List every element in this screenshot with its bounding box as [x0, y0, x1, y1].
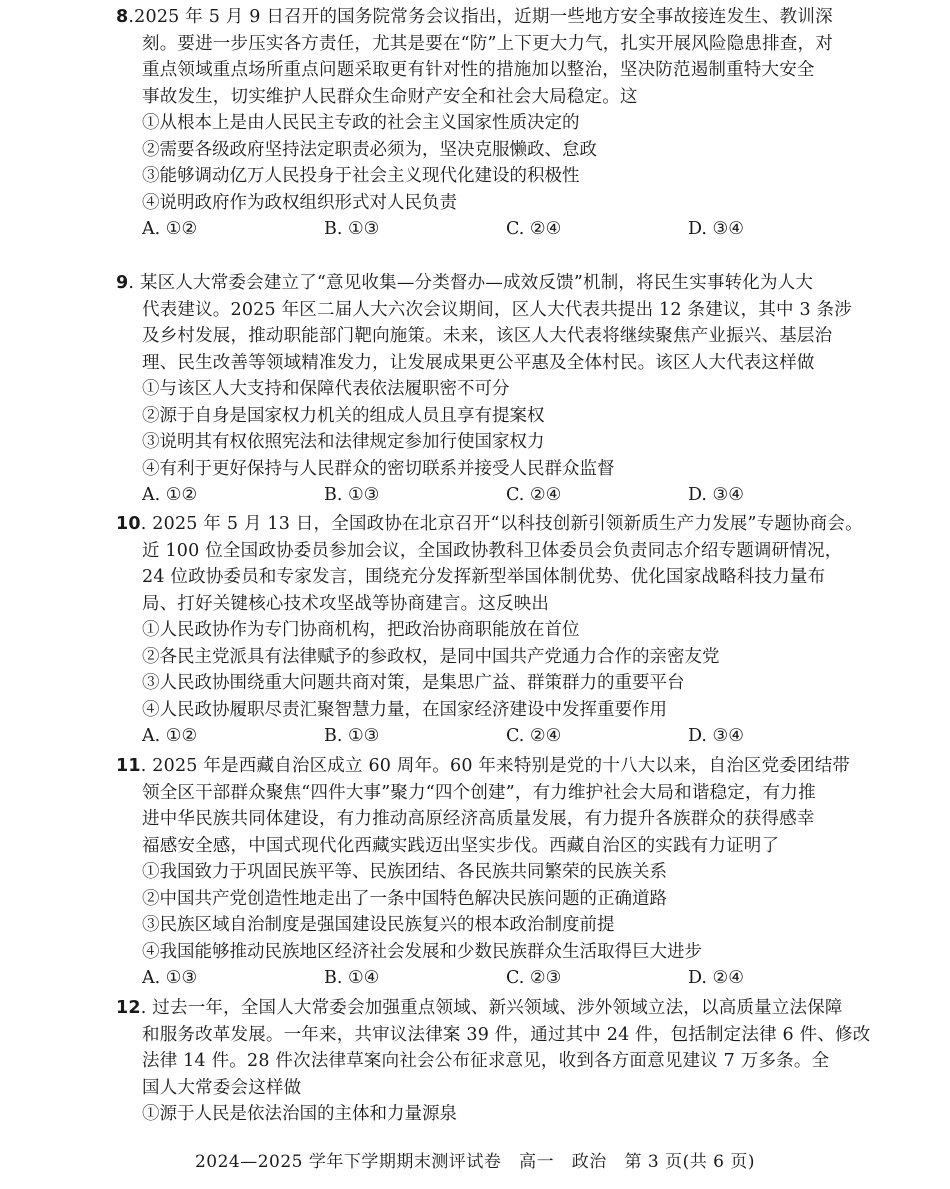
question-number: 11: [116, 756, 141, 776]
question-line: 近 100 位全国政协委员参加会议，全国政协教科卫体委员会负责同志介绍专题调研情况，: [142, 540, 843, 561]
option-d: D. ②④: [688, 968, 744, 988]
statement-item: ④人民政协履职尽责汇聚智慧力量，在国家经济建设中发挥重要作用: [142, 699, 667, 720]
statement-item: ③能够调动亿万人民投身于社会主义现代化建设的积极性: [142, 166, 580, 186]
option-b: B. ①③: [324, 485, 380, 505]
question-line: 进中华民族共同体建设，有力推动高原经济高质量发展，有力提升各族群众的获得感幸: [142, 809, 815, 829]
statement-item: ①人民政协作为专门协商机构，把政治协商职能放在首位: [142, 620, 580, 640]
question-line: 9. 某区人大常委会建立了“意见收集—分类督办—成效反馈”机制，将民生实事转化为人大: [116, 273, 814, 293]
question-9: [116, 270, 886, 509]
question-line: 国人大常委会这样做: [142, 1077, 302, 1098]
statement-item: ②各民主党派具有法律赋予的参政权，是同中国共产党通力合作的亲密友党: [142, 646, 720, 667]
question-line: 11. 2025 年是西藏自治区成立 60 周年。60 年来特别是党的十八大以来，自治区党委团结带: [116, 756, 851, 776]
question-line: 和服务改革发展。一年来，共审议法律案 39 件，通过其中 24 件，包括制定法律 6 件、修改: [142, 1024, 871, 1045]
option-d: D. ③④: [688, 726, 744, 746]
statement-item: ④有利于更好保持与人民群众的密切联系并接受人民群众监督: [142, 458, 615, 479]
question-line: 8.2025 年 5 月 9 日召开的国务院常务会议指出，近期一些地方安全事故接连发生、教训深: [116, 7, 833, 27]
question-line: 福感安全感，中国式现代化西藏实践迈出坚实步伐。西藏自治区的实践有力证明了: [142, 835, 780, 856]
option-d: D. ③④: [688, 219, 744, 239]
statement-item: ①源于人民是依法治国的主体和力量源泉: [142, 1104, 457, 1124]
question-line: 代表建议。2025 年区二届人大六次会议期间，区人大代表共提出 12 条建议，其中 3 条涉: [142, 299, 852, 320]
option-c: C. ②③: [506, 968, 562, 988]
question-line: 重点领域重点场所重点问题采取更有针对性的措施加以整治，坚决防范遏制重特大安全: [142, 60, 815, 80]
answer-options: [116, 482, 886, 509]
question-11: [116, 753, 886, 992]
statement-item: ③人民政协围绕重大问题共商对策，是集思广益、群策群力的重要平台: [142, 673, 685, 693]
option-a: A. ①②: [142, 726, 198, 746]
option-c: C. ②④: [506, 485, 562, 505]
option-b: B. ①③: [324, 219, 380, 239]
option-c: C. ②④: [506, 219, 562, 239]
question-10: [116, 511, 886, 750]
question-8: [116, 4, 886, 243]
question-line: 领全区干部群众聚焦“四件大事”聚力“四个创建”，有力维护社会大局和谐稳定，有力推: [142, 782, 816, 803]
answer-options: [116, 216, 886, 243]
answer-options: [116, 723, 886, 750]
option-d: D. ③④: [688, 485, 744, 505]
statement-item: ②源于自身是国家权力机关的组成人员且享有提案权: [142, 405, 545, 426]
option-c: C. ②④: [506, 726, 562, 746]
question-line: 10. 2025 年 5 月 13 日，全国政协在北京召开“以科技创新引领新质生产力发展”专题协商会。: [116, 514, 863, 534]
option-a: A. ①②: [142, 485, 198, 505]
question-line: 理、民生改善等领域精准发力，让发展成果更公平惠及全体村民。该区人大代表这样做: [142, 352, 815, 373]
statement-item: ③说明其有权依照宪法和法律规定参加行使国家权力: [142, 432, 545, 452]
question-line: 局、打好关键核心技术攻坚战等协商建言。这反映出: [142, 593, 550, 614]
option-a: A. ①②: [142, 219, 198, 239]
statement-item: ④我国能够推动民族地区经济社会发展和少数民族群众生活取得巨大进步: [142, 941, 702, 962]
option-b: B. ①③: [324, 726, 380, 746]
question-number: 9: [116, 273, 129, 293]
option-b: B. ①④: [324, 968, 380, 988]
statement-item: ②中国共产党创造性地走出了一条中国特色解决民族问题的正确道路: [142, 888, 667, 909]
statement-item: ②需要各级政府坚持法定职责必须为，坚决克服懒政、怠政: [142, 139, 597, 160]
answer-options: [116, 965, 886, 992]
statement-item: ①从根本上是由人民民主专政的社会主义国家性质决定的: [142, 113, 580, 133]
statement-item: ③民族区域自治制度是强国建设民族复兴的根本政治制度前提: [142, 915, 615, 935]
question-number: 12: [116, 998, 141, 1018]
question-number: 8: [116, 7, 129, 27]
question-line: 及乡村发展，推动职能部门靶向施策。未来，该区人大代表将继续聚焦产业振兴、基层治: [142, 326, 833, 346]
statement-item: ①我国致力于巩固民族平等、民族团结、各民族共同繁荣的民族关系: [142, 862, 667, 882]
question-12: [116, 995, 886, 1128]
statement-item: ④说明政府作为政权组织形式对人民负责: [142, 192, 457, 213]
option-a: A. ①③: [142, 968, 198, 988]
question-number: 10: [116, 514, 141, 534]
question-line: 事故发生，切实维护人民群众生命财产安全和社会大局稳定。这: [142, 86, 638, 107]
statement-item: ①与该区人大支持和保障代表依法履职密不可分: [142, 379, 510, 399]
question-line: 法律 14 件。28 件次法律草案向社会公布征求意见，收到各方面意见建议 7 万多条。全: [142, 1051, 830, 1071]
page-footer: 2024—2025 学年下学期期末测评试卷 高一 政治 第 3 页(共 6 页): [194, 1152, 756, 1172]
question-line: 12. 过去一年，全国人大常委会加强重点领域、新兴领域、涉外领域立法，以高质量立法保障: [116, 998, 843, 1018]
question-line: 刻。要进一步压实各方责任，尤其是要在“防”上下更大力气，扎实开展风险隐患排查，对: [142, 33, 833, 54]
question-line: 24 位政协委员和专家发言，围绕充分发挥新型举国体制优势、优化国家战略科技力量布: [142, 567, 826, 587]
